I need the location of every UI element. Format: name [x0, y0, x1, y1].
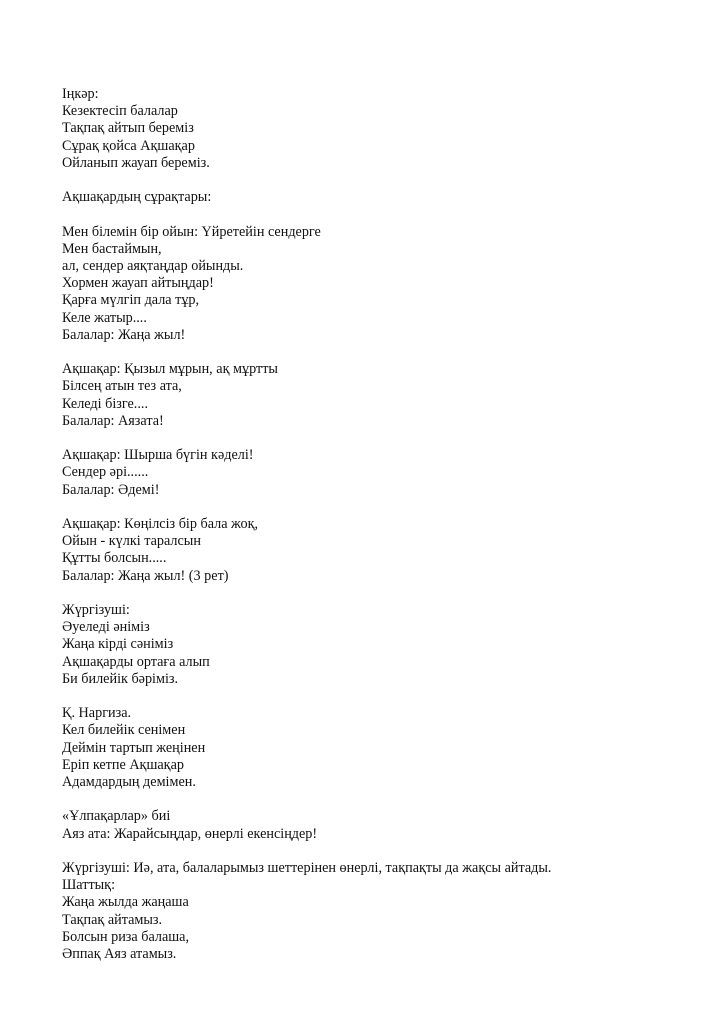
text-line: Мен бастаймын,: [62, 240, 162, 257]
text-line: Ақшақар: Қызыл мұрын, ақ мұртты: [62, 361, 278, 378]
text-line: Кезектесіп балалар: [62, 103, 178, 120]
text-line: Аяз ата: Жарайсыңдар, өнерлі екенсіңдер!: [62, 825, 318, 842]
text-line: Болсын риза балаша,: [62, 928, 190, 945]
text-line: Сендер әрі......: [62, 464, 149, 481]
text-line: Балалар: Әдемі!: [62, 481, 160, 498]
text-line: Іңкәр:: [62, 86, 99, 102]
text-line: Құтты болсын.....: [62, 550, 167, 567]
text-line: Қарға мүлгіп дала тұр,: [62, 292, 200, 309]
text-line: Хормен жауап айтыңдар!: [62, 275, 214, 292]
text-line: Би билейік бәріміз.: [62, 670, 179, 687]
text-line: Келе жатыр....: [62, 309, 147, 326]
text-line: Жаңа кірді сәніміз: [62, 636, 174, 653]
text-line: Ойланып жауап береміз.: [62, 154, 210, 171]
text-line: Келеді бізге....: [62, 395, 148, 412]
text-line: «Ұлпақарлар» биі: [62, 808, 171, 825]
stanza: [62, 189, 702, 206]
text-line: Ақшақар: Көңілсіз бір бала жоқ,: [62, 516, 259, 532]
text-line: Білсең атын тез ата,: [62, 378, 182, 395]
stanza: [62, 361, 702, 430]
text-line: Еріп кетпе Ақшақар: [62, 756, 184, 773]
text-line: ал, сендер аяқтаңдар ойынды.: [62, 258, 244, 274]
text-line: Тақпақ айтып береміз: [62, 120, 194, 137]
text-line: Ақшақар: Шырша бүгін кәделі!: [62, 447, 254, 464]
text-line: Тақпақ айтамыз.: [62, 911, 163, 928]
stanza: [62, 860, 702, 963]
text-line: Ақшақардың сұрақтары:: [62, 189, 212, 206]
text-line: Сұрақ қойса Ақшақар: [62, 137, 195, 154]
text-line: Балалар: Жаңа жыл! (3 рет): [62, 567, 229, 584]
text-line: Шаттық:: [62, 877, 116, 894]
text-line: Жүргізуші:: [62, 602, 130, 618]
text-line: Ақшақарды ортаға алып: [62, 653, 210, 670]
stanza: [62, 86, 702, 172]
text-line: Ойын - күлкі таралсын: [62, 533, 201, 550]
stanza: [62, 808, 702, 842]
text-line: Деймін тартып жеңінен: [62, 739, 206, 756]
stanza: [62, 516, 702, 585]
stanza: [62, 602, 702, 688]
text-line: Жүргізуші: Иә, ата, балаларымыз шеттерінен өнерлі, тақпақты да жақсы айтады.: [62, 860, 552, 876]
stanza: [62, 224, 702, 344]
stanza: [62, 705, 702, 791]
text-line: Балалар: Жаңа жыл!: [62, 326, 186, 343]
stanza: [62, 447, 702, 499]
text-line: Әппақ Аяз атамыз.: [62, 946, 177, 963]
text-line: Жаңа жылда жаңаша: [62, 894, 189, 911]
text-line: Кел билейік сенімен: [62, 722, 186, 739]
text-line: Мен білемін бір ойын: Үйретейін сендерге: [62, 223, 321, 240]
text-line: Адамдардың демімен.: [62, 774, 196, 791]
text-line: Балалар: Аязата!: [62, 412, 164, 429]
document-text: [62, 86, 702, 980]
text-line: Қ. Наргиза.: [62, 705, 132, 722]
text-line: Әуеледі әніміз: [62, 619, 150, 636]
